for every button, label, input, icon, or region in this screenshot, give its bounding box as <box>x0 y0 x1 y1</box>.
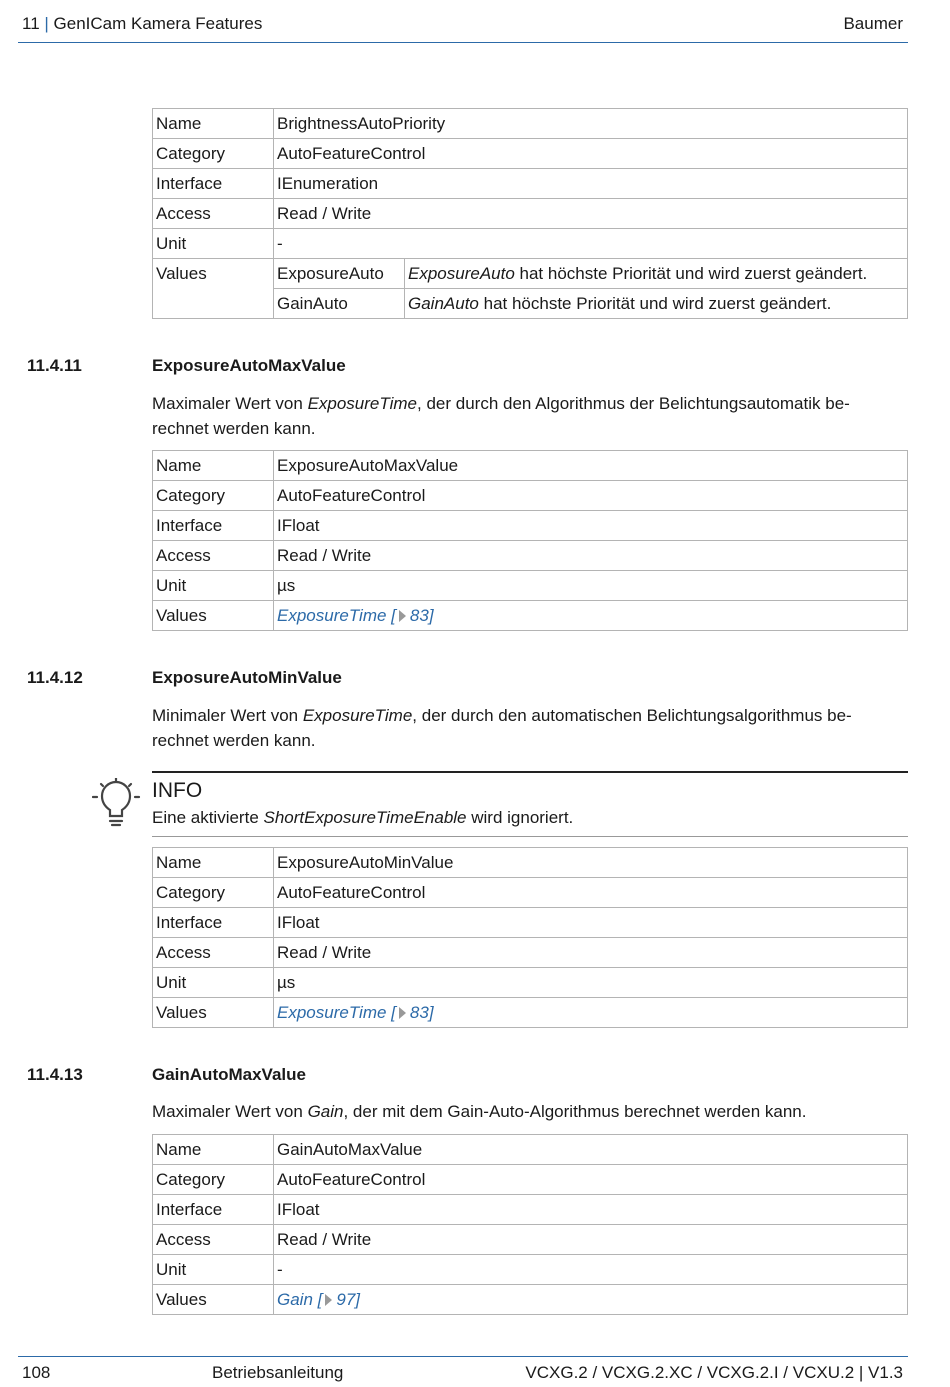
row-value: Read / Write <box>274 541 908 571</box>
cross-reference-link[interactable] <box>274 1285 908 1315</box>
footer-rule <box>18 1356 908 1357</box>
value-description <box>405 289 908 319</box>
text-segment: , der durch den automatischen Belichtungsalgorithmus be- <box>412 706 852 725</box>
link-page[interactable]: 83] <box>409 1002 434 1022</box>
chapter-title: GenICam Kamera Features <box>53 14 263 33</box>
row-label: Access <box>153 1225 274 1255</box>
table-row <box>153 571 908 601</box>
model-version: VCXG.2 / VCXG.2.XC / VCXG.2.I / VCXU.2 | V1.3 <box>525 1363 903 1382</box>
section-title: ExposureAutoMaxValue <box>152 356 346 375</box>
table-row <box>153 199 908 229</box>
section-description <box>152 1099 897 1124</box>
text-segment: Eine aktivierte <box>152 808 264 827</box>
row-value: IFloat <box>274 511 908 541</box>
row-value: µs <box>274 968 908 998</box>
lightbulb-icon <box>92 778 144 830</box>
feature-table-gain-auto-max-value <box>152 1134 908 1315</box>
row-value: IFloat <box>274 908 908 938</box>
row-value: Read / Write <box>274 1225 908 1255</box>
table-row <box>153 139 908 169</box>
row-value: Read / Write <box>274 938 908 968</box>
row-value: AutoFeatureControl <box>274 481 908 511</box>
text-segment: Maximaler Wert von <box>152 394 308 413</box>
text-emphasis: Gain <box>307 1102 344 1121</box>
table-row <box>153 229 908 259</box>
row-label: Interface <box>153 908 274 938</box>
section-description <box>152 391 897 441</box>
text-segment: rechnet werden kann. <box>152 731 316 750</box>
text-emphasis: ShortExposureTimeEnable <box>263 808 467 827</box>
link-page[interactable]: 83] <box>409 605 434 625</box>
row-label: Values <box>153 1285 274 1315</box>
row-label: Access <box>153 938 274 968</box>
brand-name: Baumer <box>843 14 903 33</box>
row-value: IEnumeration <box>274 169 908 199</box>
row-label: Category <box>153 1165 274 1195</box>
value-description-em: GainAuto <box>408 293 479 313</box>
row-label: Name <box>153 848 274 878</box>
page-number: 108 <box>22 1363 51 1382</box>
info-bottom-rule <box>152 836 908 837</box>
row-label: Values <box>153 259 274 319</box>
value-description-em: ExposureAuto <box>408 263 515 283</box>
row-label: Interface <box>153 511 274 541</box>
table-row <box>153 1255 908 1285</box>
section-title: GainAutoMaxValue <box>152 1065 306 1084</box>
info-title: INFO <box>152 779 203 802</box>
page-header <box>22 14 262 34</box>
table-row <box>153 1165 908 1195</box>
row-label: Access <box>153 541 274 571</box>
row-label: Category <box>153 878 274 908</box>
table-row <box>153 938 908 968</box>
row-value: ExposureAutoMinValue <box>274 848 908 878</box>
info-top-rule <box>152 771 908 773</box>
table-row <box>153 109 908 139</box>
section-description <box>152 703 897 753</box>
feature-table-brightness-auto-priority <box>152 108 908 319</box>
row-label: Interface <box>153 1195 274 1225</box>
row-value: AutoFeatureControl <box>274 878 908 908</box>
page-arrow-icon <box>399 610 406 622</box>
section-title: ExposureAutoMinValue <box>152 668 342 687</box>
text-emphasis: ExposureTime <box>302 706 413 725</box>
value-description <box>405 259 908 289</box>
row-label: Values <box>153 601 274 631</box>
value-key: ExposureAuto <box>274 259 405 289</box>
chapter-number: 11 <box>22 14 40 33</box>
link-text[interactable]: ExposureTime [ <box>277 1002 396 1022</box>
text-segment: wird ignoriert. <box>466 808 574 827</box>
table-row <box>153 878 908 908</box>
row-value: - <box>274 1255 908 1285</box>
section-number: 11.4.13 <box>27 1065 83 1084</box>
table-row <box>153 511 908 541</box>
row-label: Name <box>153 451 274 481</box>
table-row <box>153 848 908 878</box>
table-row <box>153 1195 908 1225</box>
table-row <box>153 908 908 938</box>
table-row <box>153 968 908 998</box>
row-value: AutoFeatureControl <box>274 139 908 169</box>
section-number: 11.4.12 <box>27 668 83 687</box>
table-row <box>153 169 908 199</box>
table-row <box>153 451 908 481</box>
row-value: µs <box>274 571 908 601</box>
row-label: Values <box>153 998 274 1028</box>
text-segment: , der mit dem Gain-Auto-Algorithmus berechnet werden kann. <box>343 1102 807 1121</box>
row-value: - <box>274 229 908 259</box>
row-label: Interface <box>153 169 274 199</box>
text-segment: rechnet werden kann. <box>152 419 316 438</box>
table-row <box>153 1135 908 1165</box>
table-row <box>153 541 908 571</box>
row-label: Unit <box>153 571 274 601</box>
row-label: Unit <box>153 968 274 998</box>
table-row <box>153 1285 908 1315</box>
page-arrow-icon <box>325 1294 332 1306</box>
section-number: 11.4.11 <box>27 356 82 375</box>
row-label: Name <box>153 109 274 139</box>
row-value: ExposureAutoMaxValue <box>274 451 908 481</box>
header-rule <box>18 42 908 43</box>
text-segment: Maximaler Wert von <box>152 1102 308 1121</box>
value-description-text: hat höchste Priorität und wird zuerst geändert. <box>514 263 868 283</box>
cross-reference-link[interactable] <box>274 601 908 631</box>
row-label: Category <box>153 139 274 169</box>
table-row <box>153 481 908 511</box>
row-label: Name <box>153 1135 274 1165</box>
text-segment: , der durch den Algorithmus der Belichtungsautomatik be- <box>417 394 850 413</box>
feature-table-exposure-auto-max-value <box>152 450 908 631</box>
link-text[interactable]: ExposureTime [ <box>277 605 396 625</box>
row-label: Access <box>153 199 274 229</box>
row-label: Unit <box>153 1255 274 1285</box>
info-text <box>152 808 573 828</box>
row-value: GainAutoMaxValue <box>274 1135 908 1165</box>
row-value: IFloat <box>274 1195 908 1225</box>
header-separator: | <box>44 14 49 33</box>
text-segment: Minimaler Wert von <box>152 706 303 725</box>
value-description-text: hat höchste Priorität und wird zuerst geändert. <box>478 293 832 313</box>
table-row <box>153 1225 908 1255</box>
cross-reference-link[interactable] <box>274 998 908 1028</box>
row-value: AutoFeatureControl <box>274 1165 908 1195</box>
page-arrow-icon <box>399 1007 406 1019</box>
text-emphasis: ExposureTime <box>307 394 418 413</box>
row-label: Unit <box>153 229 274 259</box>
row-value: BrightnessAutoPriority <box>274 109 908 139</box>
link-text[interactable]: Gain [ <box>277 1289 323 1309</box>
feature-table-exposure-auto-min-value <box>152 847 908 1028</box>
table-row <box>153 998 908 1028</box>
table-row <box>153 259 908 289</box>
value-key: GainAuto <box>274 289 405 319</box>
link-page[interactable]: 97] <box>336 1289 360 1309</box>
row-value: Read / Write <box>274 199 908 229</box>
document-type: Betriebsanleitung <box>212 1363 344 1382</box>
table-row <box>153 601 908 631</box>
row-label: Category <box>153 481 274 511</box>
